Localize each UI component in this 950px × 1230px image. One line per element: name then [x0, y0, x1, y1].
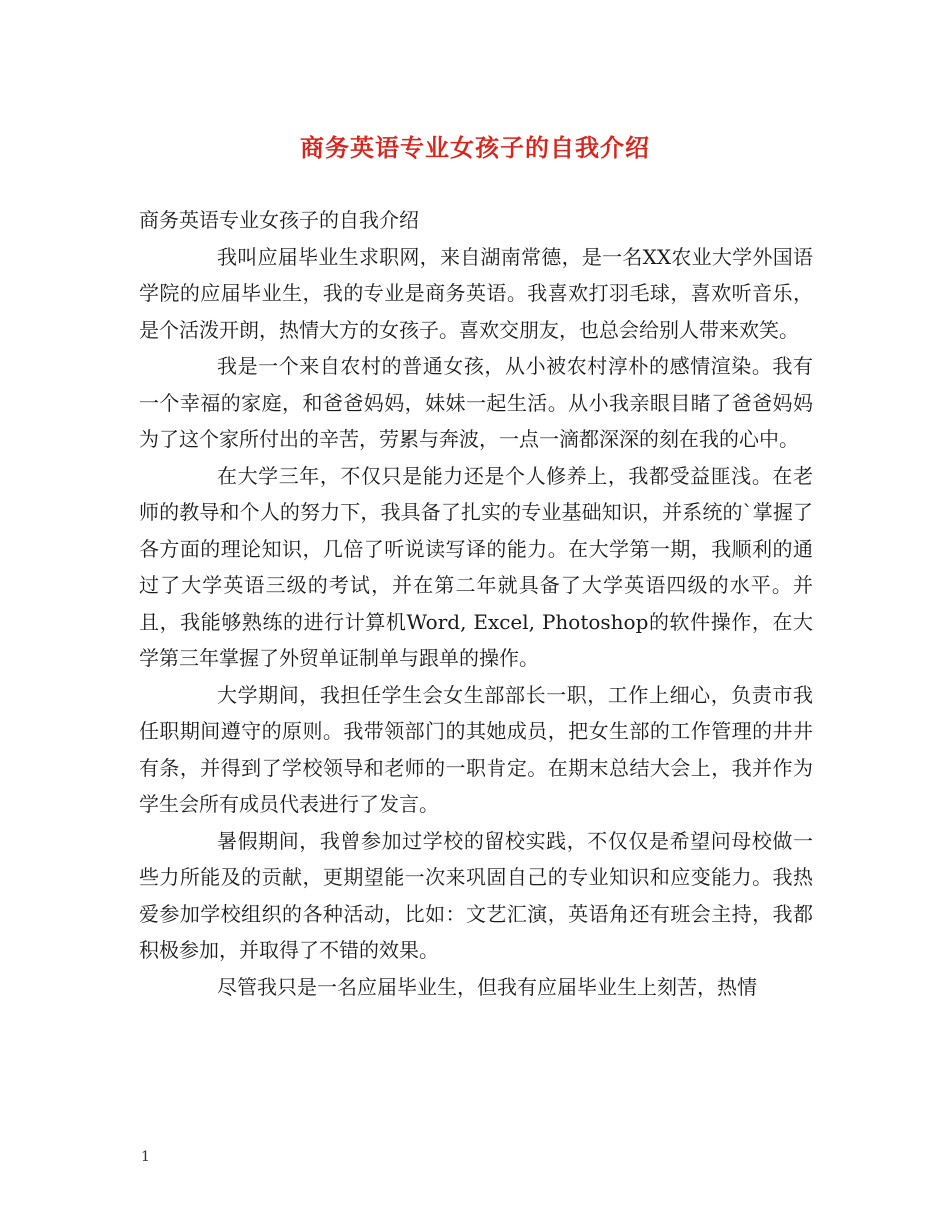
- document-body: [139, 202, 813, 1005]
- paragraph-2: 我是一个来自农村的普通女孩，从小被农村淳朴的感情渲染。我有一个幸福的家庭，和爸爸妈妈，妹妹一起生活。从小我亲眼目睹了爸爸妈妈为了这个家所付出的辛苦，劳累与奔波，一点一滴都深深的刻在我的心中。: [139, 354, 813, 451]
- document-subtitle: 商务英语专业女孩子的自我介绍: [139, 208, 419, 232]
- paragraph-5: 暑假期间，我曾参加过学校的留校实践，不仅仅是希望问母校做一些力所能及的贡献，更期望能一次来巩固自己的专业知识和应变能力。我热爱参加学校组织的各种活动，比如：文艺汇演，英语角还有班会主持，我都积极参加，并取得了不错的效果。: [139, 828, 813, 962]
- paragraph-6: 尽管我只是一名应届毕业生，但我有应届毕业生上刻苦，热情: [217, 974, 757, 999]
- paragraph-4: 大学期间，我担任学生会女生部部长一职，工作上细心，负责市我任职期间遵守的原则。我带领部门的其她成员，把女生部的工作管理的井井有条，并得到了学校领导和老师的一职肯定。在期末总结大会上，我并作为学生会所有成员代表进行了发言。: [139, 682, 813, 816]
- page-title: 商务英语专业女孩子的自我介绍: [300, 133, 650, 162]
- paragraph-3: 在大学三年，不仅只是能力还是个人修养上，我都受益匪浅。在老师的教导和个人的努力下，我具备了扎实的专业基础知识，并系统的`掌握了各方面的理论知识，几倍了听说读写译的能力。在大学第一期，我顺利的通过了大学英语三级的考试，并在第二年就具备了大学英语四级的水平。并且，我能够熟练的进行计算机Word, Excel, Photoshop的软件操作，在大学第三年掌握了外贸单证制单与跟单的操作。: [139, 463, 813, 670]
- page-number: 1: [141, 1149, 150, 1165]
- paragraph-1: 我叫应届毕业生求职网，来自湖南常德，是一名XX农业大学外国语学院的应届毕业生，我的专业是商务英语。我喜欢打羽毛球，喜欢听音乐，是个活泼开朗，热情大方的女孩子。喜欢交朋友，也总会给别人带来欢笑。: [139, 244, 813, 342]
